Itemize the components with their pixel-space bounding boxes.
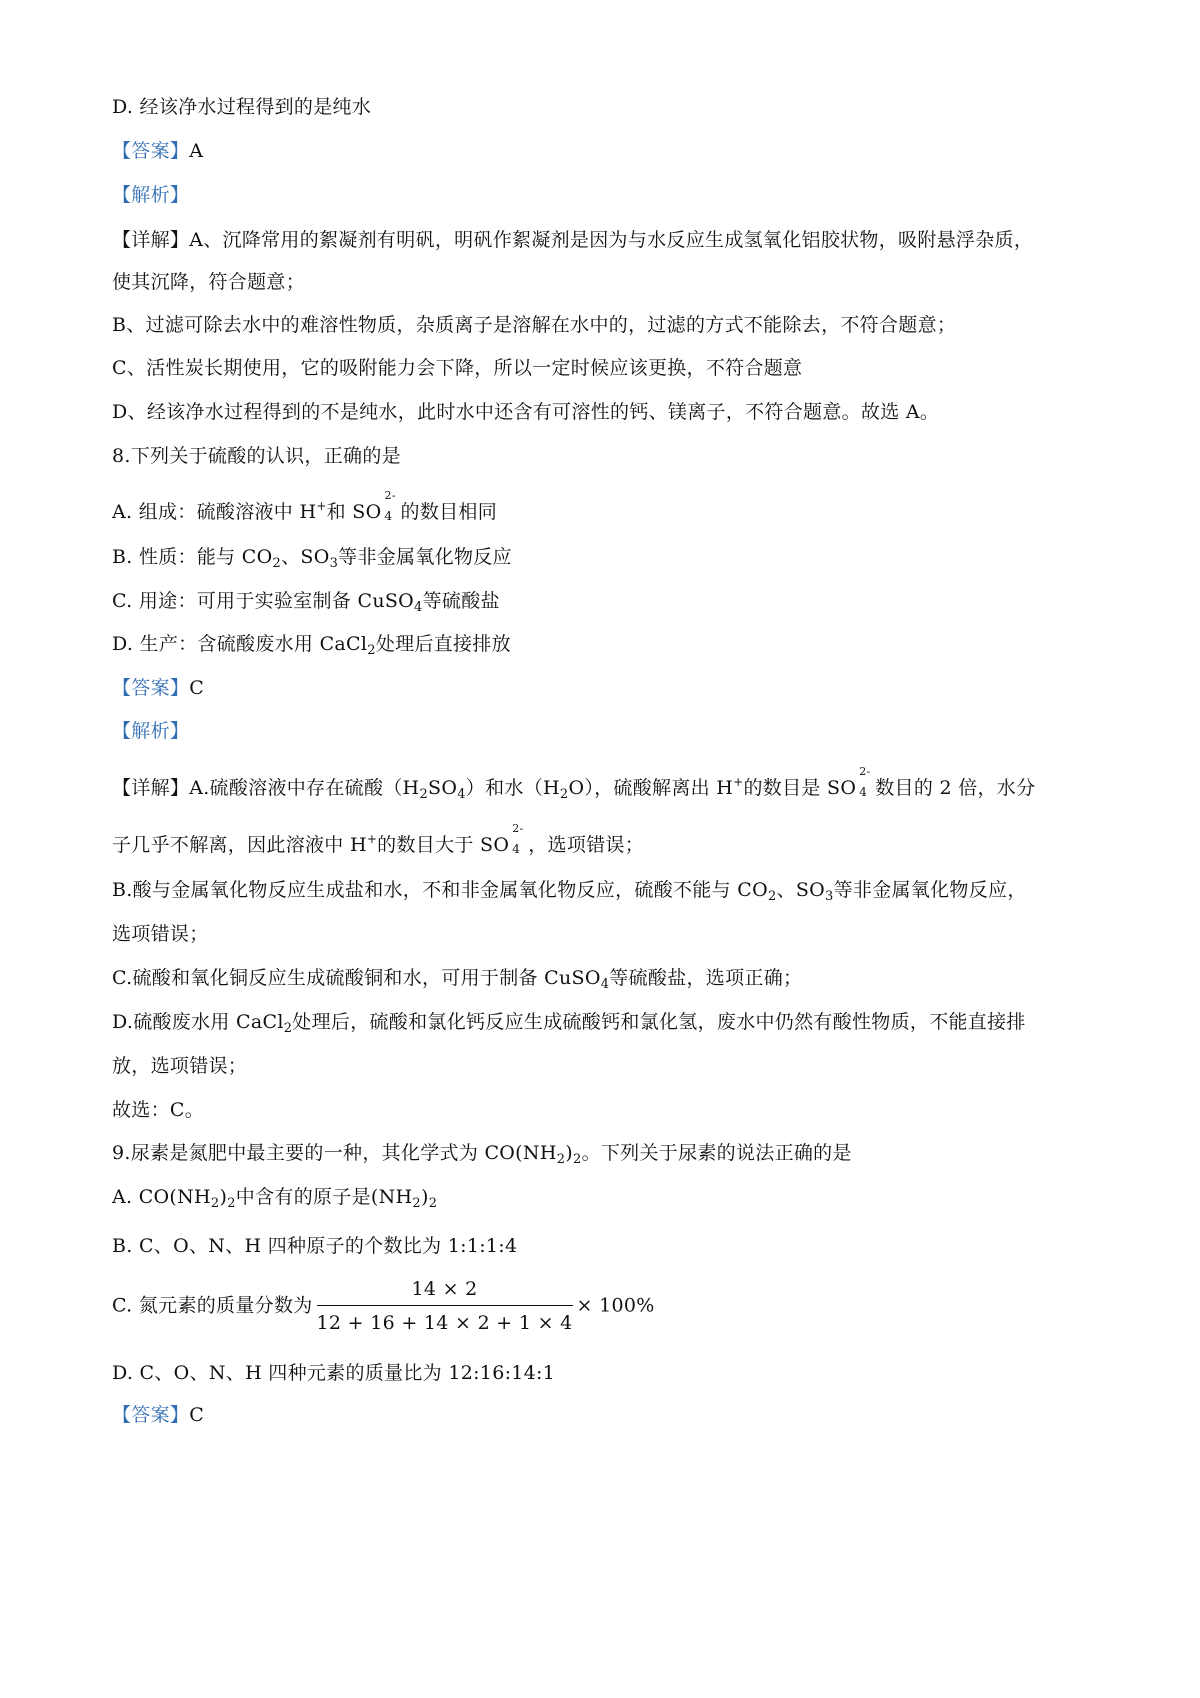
answer-tag: 【答案】 [112, 677, 190, 699]
answer-tag: 【答案】 [112, 1404, 190, 1426]
detail-line: C、活性炭长期使用，它的吸附能力会下降，所以一定时候应该更换，不符合题意 [112, 357, 803, 379]
answer-tag: 【答案】 [112, 140, 190, 162]
answer-line [112, 1401, 1104, 1429]
detail-line: 子几乎不解离，因此溶液中 H+的数目大于 SO 2- 4 ，选项错误； [112, 822, 645, 856]
answer-line [112, 674, 1104, 702]
answer-value: C [189, 677, 205, 699]
detail-line: 放，选项错误； [112, 1055, 248, 1077]
mass-fraction-formula: $\frac{14 \times 2}{12 + 16 + 14 \times 2 + 1 \times 4}$ [316, 1278, 573, 1334]
detail-line: B、过滤可除去水中的难溶性物质，杂质离子是溶解在水中的，过滤的方式不能除去，不符合题意； [112, 314, 957, 336]
analysis-heading: 【解析】 [112, 184, 190, 206]
detail-line: B.酸与金属氧化物反应生成盐和水，不和非金属氧化物反应，硫酸不能与 $CO_2$、$SO_3$等非金属氧化物反应， [112, 879, 1027, 904]
q8-option-c: C. 用途：可用于实验室制备 CuSO$_4$等硫酸盐 [112, 590, 500, 615]
q9-option-c: C. 氮元素的质量分数为 $\frac{14 \times 2}{12 + 16 + 14 \times 2 + 1 \times 4}$ × 100% [112, 1278, 655, 1334]
q8-option-a: A. 组成：硫酸溶液中 H+和 SO 2- 4 的数目相同 [112, 489, 498, 523]
q9-option-b: B. C、O、N、H 四种原子的个数比为 1:1:1:4 [112, 1235, 518, 1257]
q9-option-d: D. C、O、N、H 四种元素的质量比为 12:16:14:1 [112, 1362, 556, 1384]
q9-option-a: A. $CO(NH_2)_2$中含有的原子是$(NH_2)_2$ [112, 1186, 438, 1211]
answer-value: C [189, 1404, 205, 1426]
detail-line: 故选：C。 [112, 1099, 205, 1121]
detail-line: 选项错误； [112, 923, 209, 945]
q8-option-d: D. 生产：含硫酸废水用 CaCl$_2$处理后直接排放 [112, 633, 511, 658]
detail-line: 【详解】A、沉降常用的絮凝剂有明矾，明矾作絮凝剂是因为与水反应生成氢氧化铝胶状物，吸附悬浮杂质， [112, 229, 1034, 251]
detail-line: 使其沉降，符合题意； [112, 271, 306, 293]
detail-line: 【详解】A.硫酸溶液中存在硫酸$(H_2SO_4)$和水$(H_2O)$，硫酸解离出 H+的数目是 SO 2- 4 数目的 2 倍，水分 [112, 765, 1036, 802]
sulfate-ion-script: 2- 4 [859, 765, 871, 799]
q8-option-b: B. 性质：能与 $CO_2$、$SO_3$等非金属氧化物反应 [112, 546, 512, 571]
question-9: 9.尿素是氮肥中最主要的一种，其化学式为 $CO(NH_2)_2$。下列关于尿素的说法正确的是 [112, 1142, 852, 1167]
detail-line: D.硫酸废水用 CaCl$_2$处理后，硫酸和氯化钙反应生成硫酸钙和氯化氢，废水中仍然有酸性物质，不能直接排 [112, 1011, 1026, 1036]
detail-line: D、经该净水过程得到的不是纯水，此时水中还含有可溶性的钙、镁离子，不符合题意。故选 A。 [112, 401, 940, 423]
answer-line [112, 137, 1104, 165]
sulfate-ion-script: 2- 4 [512, 822, 524, 856]
answer-value: A [189, 140, 204, 162]
question-8: 8.下列关于硫酸的认识，正确的是 [112, 445, 401, 467]
analysis-heading: 【解析】 [112, 720, 190, 742]
option-d-line: D. 经该净水过程得到的是纯水 [112, 96, 372, 118]
detail-line: C.硫酸和氧化铜反应生成硫酸铜和水，可用于制备 CuSO$_4$等硫酸盐，选项正确； [112, 967, 803, 992]
sulfate-ion-script: 2- 4 [384, 489, 396, 523]
